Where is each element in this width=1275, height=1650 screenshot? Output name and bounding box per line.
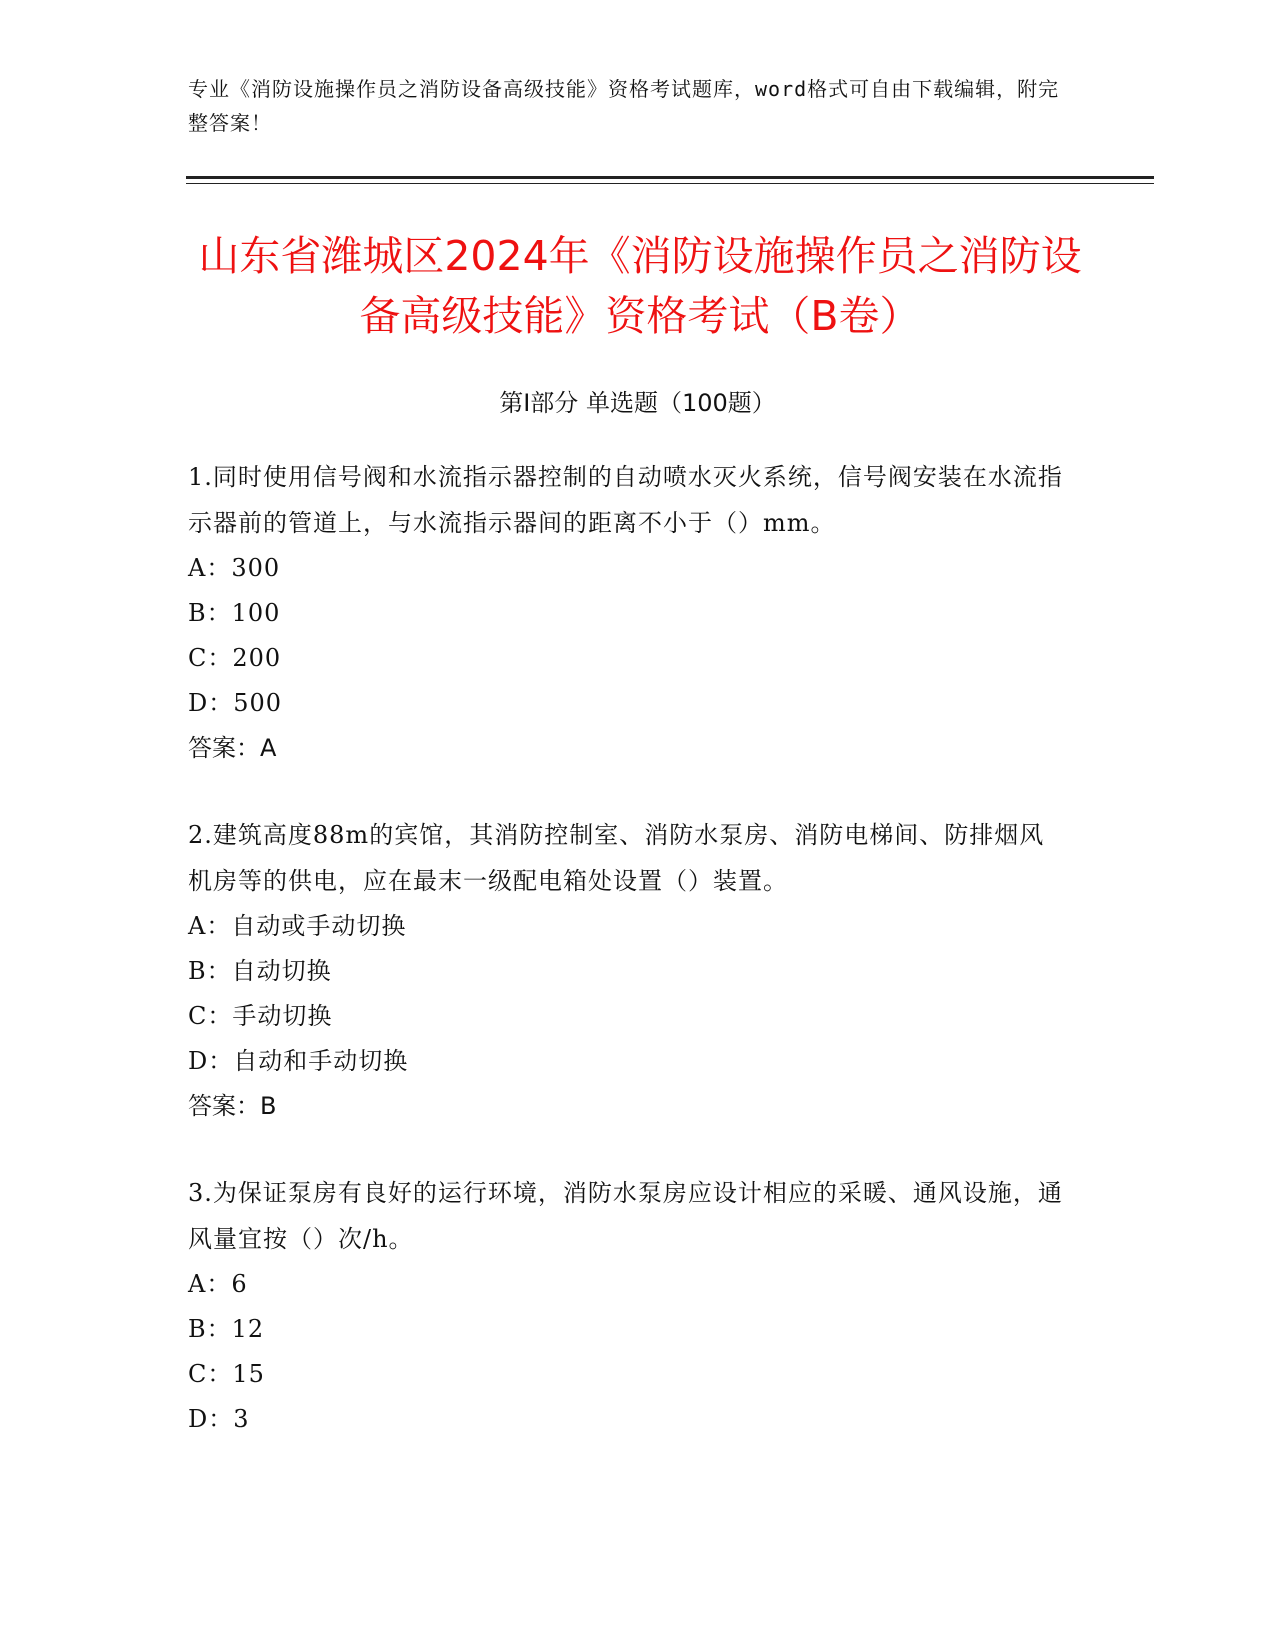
question-stem: 3.为保证泵房有良好的运行环境，消防水泵房应设计相应的采暖、通风设施，通风量宜按（）次/h。 xyxy=(188,1179,1063,1253)
option-c: C：手动切换 xyxy=(188,1002,333,1030)
option-a: A：300 xyxy=(188,554,281,582)
option-c: C：200 xyxy=(188,644,282,672)
section-title: 第Ⅰ部分 单选题（100题） xyxy=(499,389,776,417)
document-title: 山东省潍城区2024年《消防设施操作员之消防设备高级技能》资格考试（B卷） xyxy=(198,232,1082,340)
answer: 答案：A xyxy=(188,734,277,762)
option-b: B：自动切换 xyxy=(188,957,332,985)
option-b: B：12 xyxy=(188,1315,265,1343)
option-d: D：3 xyxy=(188,1405,250,1433)
question-1 xyxy=(188,454,1068,771)
option-d: D：500 xyxy=(188,689,283,717)
header-divider-thin xyxy=(186,183,1154,184)
question-3 xyxy=(188,1170,1068,1442)
option-a: A：自动或手动切换 xyxy=(188,912,407,940)
option-b: B：100 xyxy=(188,599,281,627)
answer: 答案：B xyxy=(188,1092,277,1120)
header-divider-thick xyxy=(186,176,1154,179)
question-stem: 2.建筑高度88m的宾馆，其消防控制室、消防水泵房、消防电梯间、防排烟风机房等的供电，应在最末一级配电箱处设置（）装置。 xyxy=(188,821,1045,895)
header-note: 专业《消防设施操作员之消防设备高级技能》资格考试题库，word格式可自由下载编辑，附完整答案！ xyxy=(188,77,1060,135)
option-a: A：6 xyxy=(188,1270,248,1298)
question-stem: 1.同时使用信号阀和水流指示器控制的自动喷水灭火系统，信号阀安装在水流指示器前的管道上，与水流指示器间的距离不小于（）mm。 xyxy=(188,463,1063,537)
question-2 xyxy=(188,812,1068,1129)
option-d: D：自动和手动切换 xyxy=(188,1047,409,1075)
option-c: C：15 xyxy=(188,1360,265,1388)
